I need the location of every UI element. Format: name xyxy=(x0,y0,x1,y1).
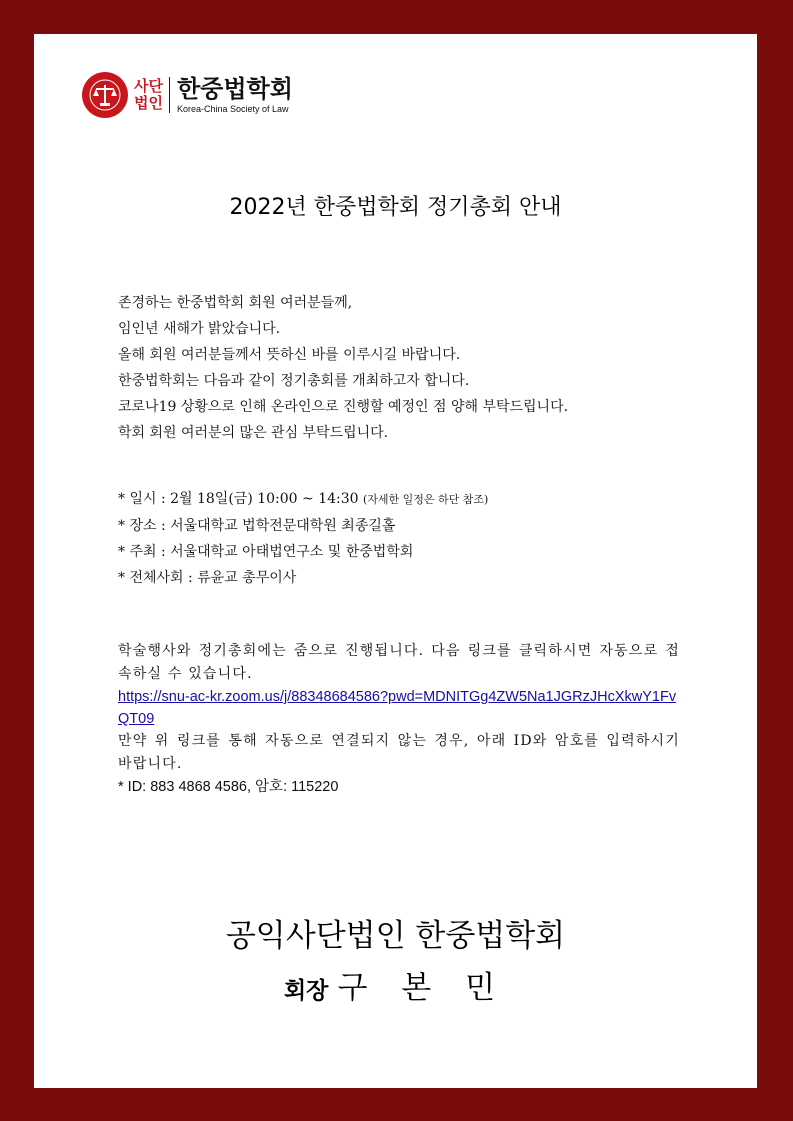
scales-of-justice-icon xyxy=(82,72,128,118)
society-logo xyxy=(82,72,293,118)
greeting-line: 올해 회원 여러분들께서 뜻하신 바를 이루시길 바랍니다. xyxy=(118,347,461,363)
society-name-english: Korea-China Society of Law xyxy=(176,104,289,114)
corporation-label xyxy=(134,78,163,112)
online-info xyxy=(118,640,680,799)
signature-name: 구 본 민 xyxy=(337,970,508,1006)
detail-date-text: * 일시 : 2월 18일(금) 10:00 ~ 14:30 xyxy=(118,491,359,507)
signature-president xyxy=(34,962,757,1007)
online-intro: 학술행사와 정기총회에는 줌으로 진행됩니다. 다음 링크를 클릭하시면 자동으로 접속하실 수 있습니다. xyxy=(118,643,680,682)
detail-date-note: (자세한 일정은 하단 참조) xyxy=(363,493,489,506)
online-fallback: 만약 위 링크를 통해 자동으로 연결되지 않는 경우, 아래 ID와 암호를 입력하시기 바랍니다. xyxy=(118,733,680,772)
greeting-paragraph xyxy=(118,290,568,446)
greeting-line: 임인년 새해가 밝았습니다. xyxy=(118,321,281,337)
detail-mc: * 전체사회 : 류윤교 총무이사 xyxy=(118,570,297,586)
zoom-link[interactable]: https://snu-ac-kr.zoom.us/j/88348684586?pwd=MDNITGg4ZW5Na1JGRzJHcXkwY1FvQT09 xyxy=(118,689,677,727)
corp-label-line2: 법인 xyxy=(134,94,163,112)
document-page xyxy=(34,34,757,1088)
page-title: 2022년 한중법학회 정기총회 안내 xyxy=(229,195,562,220)
society-name-korean: 한중법학회 xyxy=(176,75,293,103)
greeting-line: 존경하는 한중법학회 회원 여러분들께, xyxy=(118,295,353,311)
greeting-line: 코로나19 상황으로 인해 온라인으로 진행할 예정인 점 양해 부탁드립니다. xyxy=(118,399,569,415)
greeting-line: 한중법학회는 다음과 같이 정기총회를 개최하고자 합니다. xyxy=(118,373,470,389)
detail-place: * 장소 : 서울대학교 법학전문대학원 최종길홀 xyxy=(118,518,396,534)
event-details xyxy=(118,486,488,591)
logo-divider xyxy=(169,77,170,113)
zoom-id-password: * ID: 883 4868 4586, 암호: 115220 xyxy=(118,779,339,795)
detail-host: * 주최 : 서울대학교 아태법연구소 및 한중법학회 xyxy=(118,544,414,560)
greeting-line: 학회 회원 여러분의 많은 관심 부탁드립니다. xyxy=(118,425,389,441)
signature-role: 회장 xyxy=(283,977,329,1004)
detail-date xyxy=(118,486,488,513)
signature-organization: 공익사단법인 한중법학회 xyxy=(225,918,566,954)
corp-label-line1: 사단 xyxy=(134,77,163,95)
